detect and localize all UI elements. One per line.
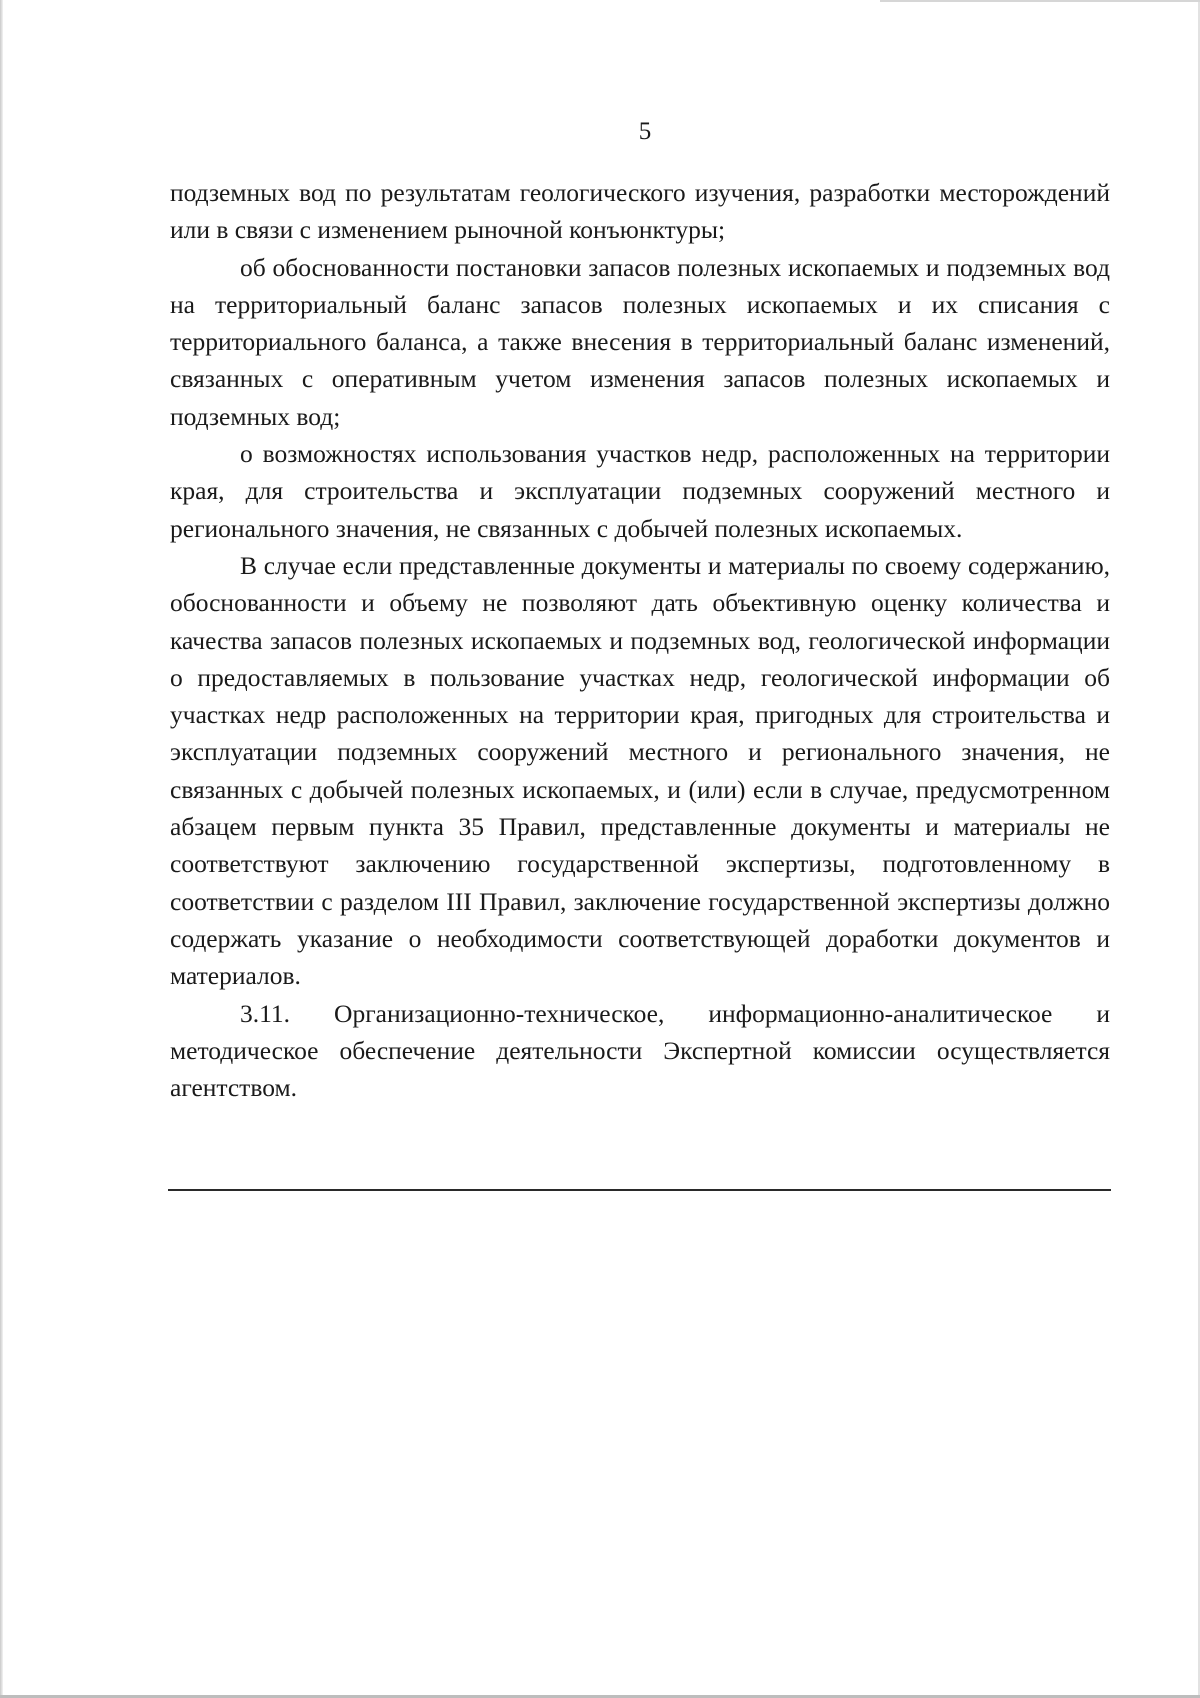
paragraph-continuation: подземных вод по результатам геологического изучения, разработки месторождений или в связи с изменением рыночной конъюнктуры; (170, 178, 1110, 245)
paragraph-insufficient-documents: В случае если представленные документы и материалы по своему содержанию, обоснованности и объему не позволяют дать объективную оценку количества и качества запасов полезных ископаемых и подземных вод, геологической информации о предоставляемых в пользование участках недр, геологической информации об участках недр расположенных на территории края, пригодных для строительства и эксплуатации подземных сооружений местного и регионального значения, не связанных с добычей полезных ископаемых, и (или) если в случае, предусмотренном абзацем первым пункта 35 Правил, представленные документы и материалы не соответствуют заключению государственной экспертизы, подготовленному в соответствии с разделом III Правил, заключение государственной экспертизы должно содержать указание о необходимости соответствующей доработки документов и материалов. (170, 550, 1110, 991)
document-body (170, 174, 1110, 1106)
paragraph-section-3-11: 3.11. Организационно-техническое, информационно-аналитическое и методическое обеспечение деятельности Экспертной комиссии осуществляется агентством. (170, 998, 1110, 1103)
closing-rule (168, 1189, 1111, 1191)
page-number: 5 (638, 118, 652, 145)
paragraph-balance: об обоснованности постановки запасов полезных ископаемых и подземных вод на территориальный баланс запасов полезных ископаемых и их списания с территориального баланса, а также внесения в территориальный баланс изменений, связанных с оперативным учетом изменения запасов полезных ископаемых и подземных вод; (170, 252, 1110, 431)
paragraph-subsoil-use: о возможностях использования участков недр, расположенных на территории края, для строительства и эксплуатации подземных сооружений местного и регионального значения, не связанных с добычей полезных ископаемых. (170, 439, 1110, 543)
scan-edge-top (880, 0, 1200, 2)
scan-edge-left (0, 0, 3, 1698)
